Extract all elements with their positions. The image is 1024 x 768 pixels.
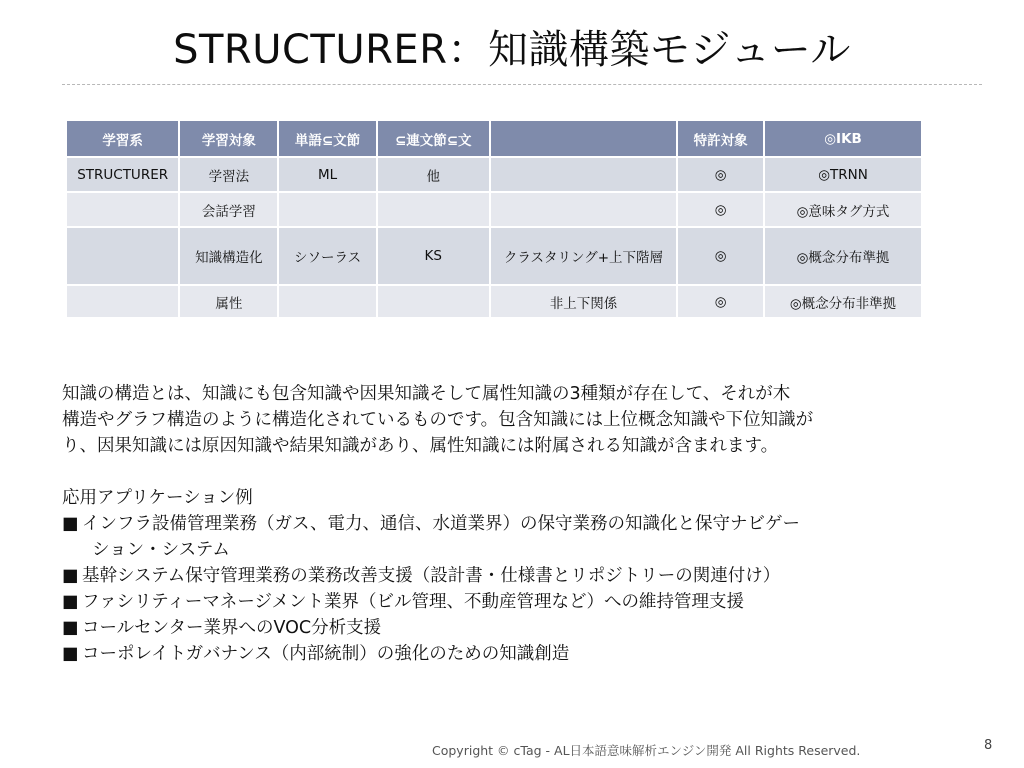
knowledge-module-table — [65, 119, 923, 319]
list-item-continuation: ション・システム — [92, 540, 230, 560]
table-cell — [279, 286, 375, 317]
body-text — [62, 381, 942, 667]
table-cell — [491, 193, 676, 226]
table-cell — [67, 228, 178, 284]
paragraph-line: り、因果知識には原因知識や結果知識があり、属性知識には附属される知識が含まれます。 — [62, 436, 779, 456]
list-item — [62, 511, 942, 563]
table-row — [67, 158, 921, 191]
list-item-text: ファシリティーマネージメント業界（ビル管理、不動産管理など）への維持管理支援 — [82, 592, 745, 612]
list-item-text: 基幹システム保守管理業務の業務改善支援（設計書・仕様書とリポジトリーの関連付け） — [82, 566, 781, 586]
header-cell: 学習対象 — [180, 121, 277, 156]
list-item-text: コールセンター業界へのVOC分析支援 — [82, 618, 382, 638]
square-bullet-icon: ■ — [62, 618, 79, 638]
table-row — [67, 228, 921, 284]
header-cell: ◎IKB — [765, 121, 921, 156]
paragraph-line: 構造やグラフ構造のように構造化されているものです。包含知識には上位概念知識や下位知識が — [62, 410, 814, 430]
table-cell: クラスタリング+上下階層 — [491, 228, 676, 284]
table-cell: ◎意味タグ方式 — [765, 193, 921, 226]
table-cell: ◎ — [678, 158, 763, 191]
applications-heading: 応用アプリケーション例 — [62, 488, 253, 508]
list-item — [62, 641, 942, 667]
table-cell: ◎概念分布準拠 — [765, 228, 921, 284]
table-cell: シソーラス — [279, 228, 375, 284]
table-cell: ◎TRNN — [765, 158, 921, 191]
applications-list — [62, 511, 942, 667]
slide-title: STRUCTURER：知識構築モジュール — [173, 27, 851, 73]
table-cell: STRUCTURER — [67, 158, 178, 191]
copyright-footer: Copyright © cTag - AL日本語意味解析エンジン開発 All Rights Reserved. — [432, 743, 861, 758]
list-item-text: インフラ設備管理業務（ガス、電力、通信、水道業界）の保守業務の知識化と保守ナビゲー — [82, 514, 801, 534]
list-item — [62, 615, 942, 641]
description-paragraph — [62, 381, 942, 459]
table-cell — [378, 286, 489, 317]
table-cell: ◎ — [678, 228, 763, 284]
square-bullet-icon: ■ — [62, 514, 79, 534]
square-bullet-icon: ■ — [62, 566, 79, 586]
header-cell: ⊆連文節⊆文 — [378, 121, 489, 156]
table-cell — [491, 158, 676, 191]
page-number: 8 — [984, 738, 993, 753]
table-row — [67, 286, 921, 317]
table-row — [67, 193, 921, 226]
table-cell — [279, 193, 375, 226]
table-cell: KS — [378, 228, 489, 284]
square-bullet-icon: ■ — [62, 592, 79, 612]
list-item — [62, 563, 942, 589]
paragraph-line: 知識の構造とは、知識にも包含知識や因果知識そして属性知識の3種類が存在して、それが木 — [62, 384, 791, 404]
table-cell — [67, 193, 178, 226]
table-cell: ◎ — [678, 286, 763, 317]
table-cell: 知識構造化 — [180, 228, 277, 284]
table-header-row — [67, 121, 921, 156]
table-cell: 属性 — [180, 286, 277, 317]
table-cell: ML — [279, 158, 375, 191]
header-cell: 特許対象 — [678, 121, 763, 156]
table-cell: 会話学習 — [180, 193, 277, 226]
header-cell: 学習系 — [67, 121, 178, 156]
table-cell: 学習法 — [180, 158, 277, 191]
list-item-text: コーポレイトガバナンス（内部統制）の強化のための知識創造 — [82, 644, 570, 664]
table-cell: 他 — [378, 158, 489, 191]
table-cell: ◎概念分布非準拠 — [765, 286, 921, 317]
square-bullet-icon: ■ — [62, 644, 79, 664]
list-item — [62, 589, 942, 615]
table-cell: ◎ — [678, 193, 763, 226]
table-cell: 非上下関係 — [491, 286, 676, 317]
title-divider — [62, 84, 982, 85]
table-cell — [67, 286, 178, 317]
header-cell: 単語⊆文節 — [279, 121, 375, 156]
header-cell — [491, 121, 676, 156]
table-cell — [378, 193, 489, 226]
